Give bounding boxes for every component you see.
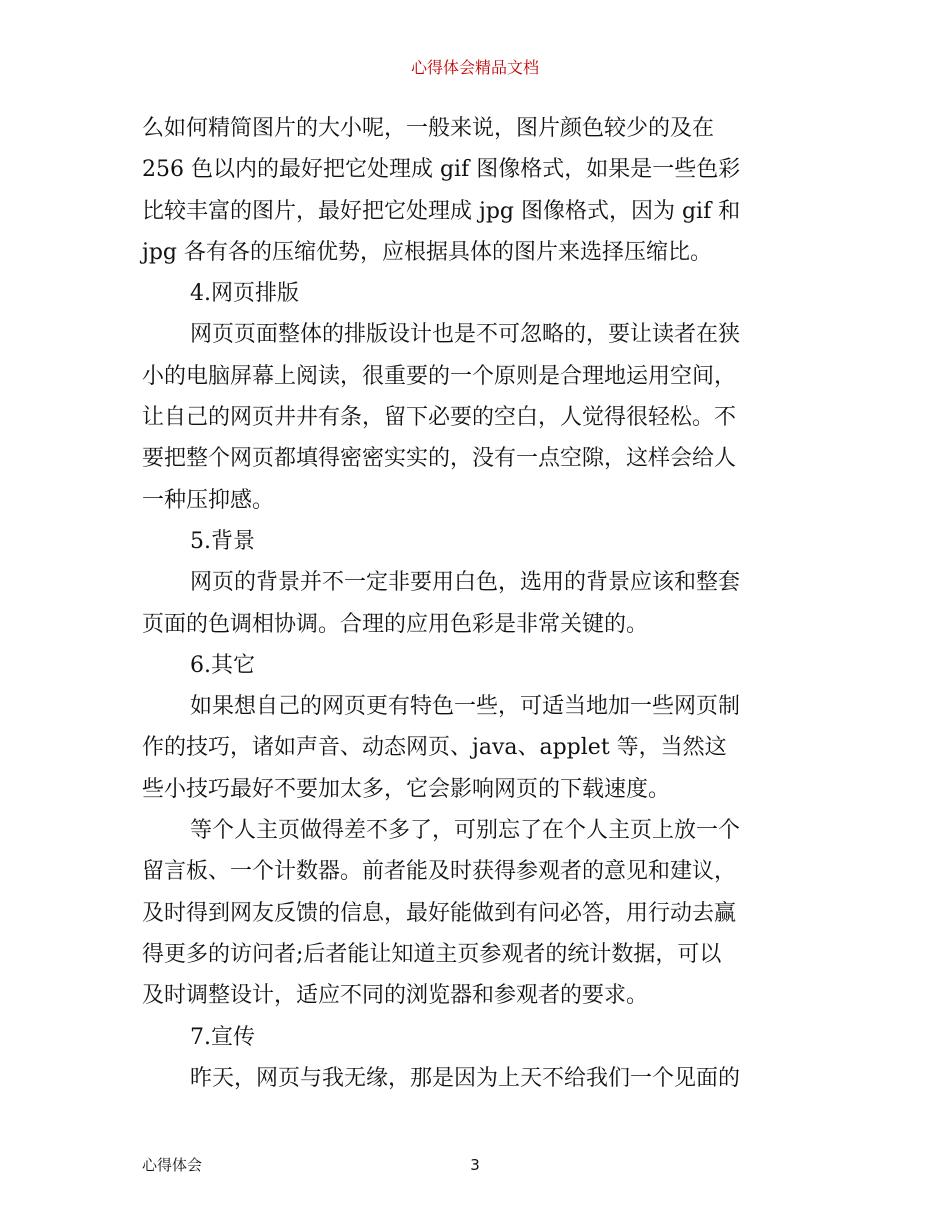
text-line: 比较丰富的图片，最好把它处理成 jpg 图像格式，因为 gif 和 — [142, 198, 741, 224]
text-line: 一种压抑感。 — [142, 487, 275, 513]
text-line: 256 色以内的最好把它处理成 gif 图像格式，如果是一些色彩 — [142, 157, 741, 183]
page-header-title: 心得体会精品文档 — [410, 58, 539, 77]
section-heading: 5.背景 — [190, 528, 255, 554]
text-line: 些小技巧最好不要加太多，它会影响网页的下载速度。 — [142, 776, 671, 802]
text-line: 如果想自己的网页更有特色一些，可适当地加一些网页制 — [190, 694, 741, 720]
text-line: 昨天，网页与我无缘，那是因为上天不给我们一个见面的 — [190, 1065, 741, 1091]
section-heading: 7.宣传 — [190, 1024, 255, 1050]
page-number: 3 — [470, 1156, 480, 1174]
text-line: jpg 各有各的压缩优势，应根据具体的图片来选择压缩比。 — [142, 239, 712, 265]
text-line: 小的电脑屏幕上阅读，很重要的一个原则是合理地运用空间， — [142, 363, 737, 389]
text-line: 及时得到网友反馈的信息，最好能做到有问必答，用行动去赢 — [142, 900, 737, 926]
text-line: 要把整个网页都填得密密实实的，没有一点空隙，这样会给人 — [142, 446, 737, 472]
text-line: 页面的色调相协调。合理的应用色彩是非常关键的。 — [142, 611, 649, 637]
text-line: 么如何精简图片的大小呢，一般来说，图片颜色较少的及在 — [142, 116, 715, 141]
section-heading: 6.其它 — [190, 652, 255, 678]
text-line: 及时调整设计，适应不同的浏览器和参观者的要求。 — [142, 983, 649, 1009]
text-line: 留言板、一个计数器。前者能及时获得参观者的意见和建议， — [142, 859, 737, 885]
text-line: 作的技巧，诸如声音、动态网页、java、applet 等，当然这 — [142, 735, 727, 761]
text-line: 网页的背景并不一定非要用白色，选用的背景应该和整套 — [190, 570, 741, 596]
text-line: 网页页面整体的排版设计也是不可忽略的，要让读者在狭 — [190, 322, 741, 348]
text-line: 得更多的访问者;后者能让知道主页参观者的统计数据，可以 — [142, 941, 722, 967]
page-footer-label: 心得体会 — [142, 1156, 203, 1174]
text-line: 等个人主页做得差不多了，可别忘了在个人主页上放一个 — [190, 818, 741, 844]
text-line: 让自己的网页井井有条，留下必要的空白，人觉得很轻松。不 — [142, 405, 737, 431]
document-body — [142, 108, 810, 1099]
section-heading: 4.网页排版 — [190, 281, 299, 307]
